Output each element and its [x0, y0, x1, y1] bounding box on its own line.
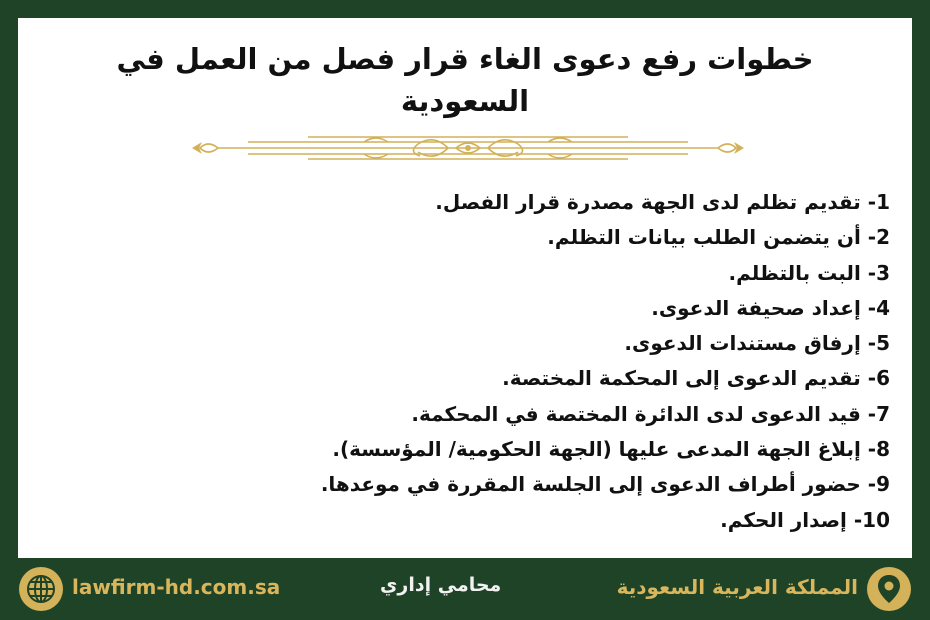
- footer-bar: [0, 558, 930, 620]
- globe-icon: [19, 567, 63, 611]
- list-item: 8- إبلاغ الجهة المدعى عليها (الجهة الحكومية/ المؤسسة).: [332, 437, 890, 462]
- list-item: 6- تقديم الدعوى إلى المحكمة المختصة.: [502, 366, 890, 391]
- list-item: 2- أن يتضمن الطلب بيانات التظلم.: [547, 225, 890, 250]
- list-item: 10- إصدار الحكم.: [720, 507, 890, 532]
- list-item: 4- إعداد صحيفة الدعوى.: [651, 295, 890, 320]
- map-pin-icon: [867, 567, 911, 611]
- page-title: خطوات رفع دعوى الغاء قرار فصل من العمل في السعودية: [116, 42, 814, 118]
- list-item: 5- إرفاق مستندات الدعوى.: [624, 331, 890, 356]
- list-item: 9- حضور أطراف الدعوى إلى الجلسة المقررة في موعدها.: [320, 472, 890, 497]
- list-item: 3- البت بالتظلم.: [728, 260, 890, 285]
- steps-list: [321, 185, 890, 538]
- tagline: محامي إداري: [380, 574, 502, 596]
- decorative-divider: [188, 130, 748, 166]
- content-card: [18, 18, 912, 558]
- list-item: 7- قيد الدعوى لدى الدائرة المختصة في المحكمة.: [411, 401, 890, 426]
- list-item: 1- تقديم تظلم لدى الجهة مصدرة قرار الفصل.: [435, 190, 890, 214]
- website-link[interactable]: lawfirm-hd.com.sa: [72, 575, 281, 599]
- location-label: المملكة العربية السعودية: [616, 575, 858, 599]
